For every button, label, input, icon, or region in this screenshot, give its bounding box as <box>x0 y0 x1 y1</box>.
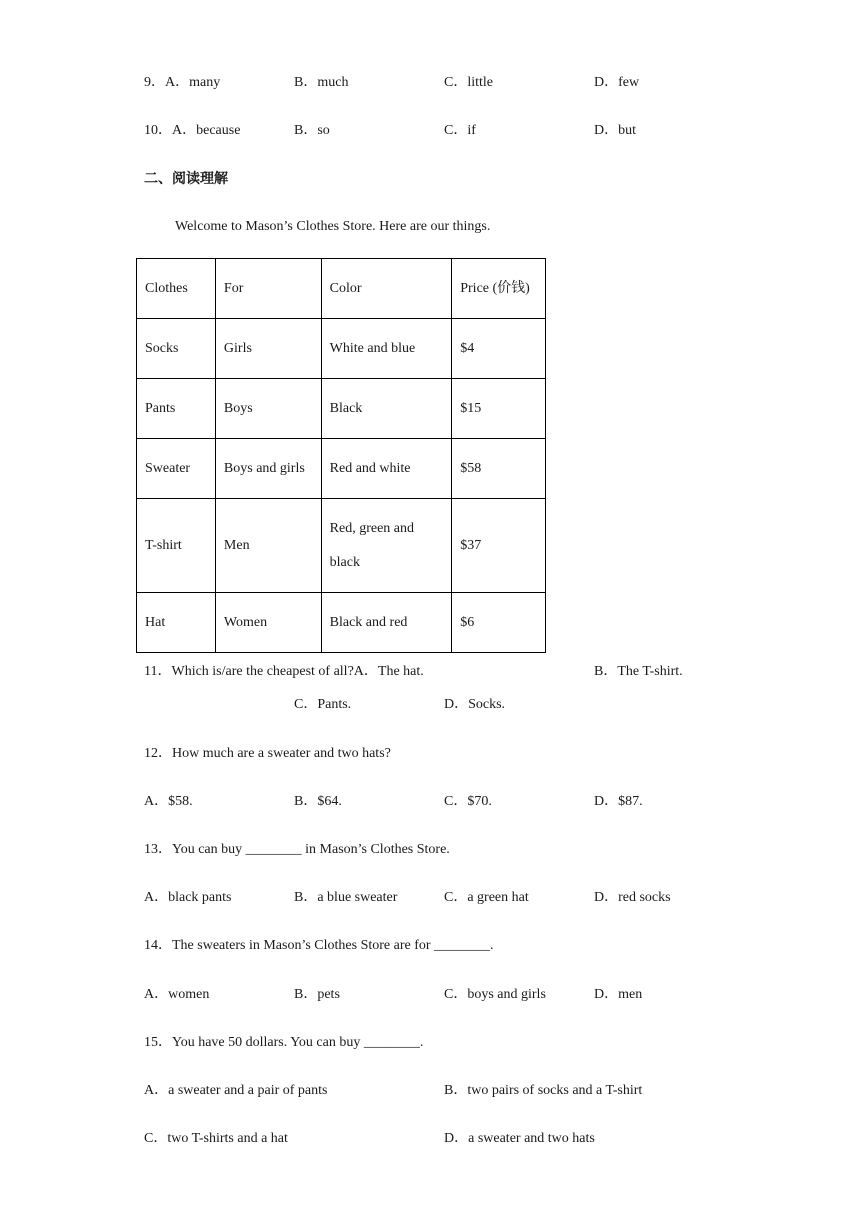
q9-option-b: B．much <box>294 75 349 90</box>
table-cell: $4 <box>452 319 546 379</box>
q12-option-a: A．$58. <box>144 794 193 809</box>
q11-option-b: B．The T-shirt. <box>594 664 683 679</box>
table-row <box>137 319 546 379</box>
table-cell: Women <box>215 593 321 653</box>
table-cell: Red and white <box>321 439 452 499</box>
table-cell: Black <box>321 379 452 439</box>
passage-intro: Welcome to Mason’s Clothes Store. Here are our things. <box>175 219 491 234</box>
q10-option-a: 10．A．because <box>144 123 241 138</box>
table-row <box>137 593 546 653</box>
table-cell: Boys and girls <box>215 439 321 499</box>
q14-option-c: C．boys and girls <box>444 987 546 1002</box>
q11-stem: 11．Which is/are the cheapest of all?A．The hat. <box>144 664 424 679</box>
table-cell: Sweater <box>137 439 216 499</box>
q15-option-d: D．a sweater and two hats <box>444 1131 595 1146</box>
q13-option-b: B．a blue sweater <box>294 890 398 905</box>
q12-stem: 12．How much are a sweater and two hats? <box>144 746 391 761</box>
table-cell: T-shirt <box>137 499 216 593</box>
table-cell: Boys <box>215 379 321 439</box>
q12-option-b: B．$64. <box>294 794 342 809</box>
table-header-cell: Color <box>321 259 452 319</box>
q13-stem: 13．You can buy ________ in Mason’s Clothes Store. <box>144 842 450 857</box>
q13-option-d: D．red socks <box>594 890 671 905</box>
q9-option-d: D．few <box>594 75 640 90</box>
q10-option-c: C．if <box>444 123 476 138</box>
q13-option-a: A．black pants <box>144 890 232 905</box>
q15-option-c: C．two T-shirts and a hat <box>144 1131 288 1146</box>
table-header-cell: Clothes <box>137 259 216 319</box>
q12-option-d: D．$87. <box>594 794 643 809</box>
table-cell: $6 <box>452 593 546 653</box>
q14-option-b: B．pets <box>294 987 340 1002</box>
table-cell: $58 <box>452 439 546 499</box>
q11-option-c: C．Pants. <box>294 697 352 712</box>
table-cell: Hat <box>137 593 216 653</box>
table-cell: Girls <box>215 319 321 379</box>
q14-option-a: A．women <box>144 987 210 1002</box>
table-cell: $37 <box>452 499 546 593</box>
table-row <box>137 379 546 439</box>
section-heading: 二、阅读理解 <box>144 171 228 187</box>
table-header-row <box>137 259 546 319</box>
q12-option-c: C．$70. <box>444 794 492 809</box>
table-row <box>137 499 546 593</box>
q15-option-b: B．two pairs of socks and a T-shirt <box>444 1083 643 1098</box>
q14-stem: 14．The sweaters in Mason’s Clothes Store are for ________. <box>144 938 494 953</box>
table-cell: Black and red <box>321 593 452 653</box>
table-cell: Pants <box>137 379 216 439</box>
q10-option-b: B．so <box>294 123 330 138</box>
q15-option-a: A．a sweater and a pair of pants <box>144 1083 328 1098</box>
table-header-cell: Price (价钱) <box>452 259 546 319</box>
table-row <box>137 439 546 499</box>
q11-option-d: D．Socks. <box>444 697 506 712</box>
table-cell: Socks <box>137 319 216 379</box>
q9-option-c: C．little <box>444 75 493 90</box>
table-cell: Men <box>215 499 321 593</box>
table-header-cell: For <box>215 259 321 319</box>
table-cell: $15 <box>452 379 546 439</box>
q14-option-d: D．men <box>594 987 643 1002</box>
q10-option-d: D．but <box>594 123 636 138</box>
q15-stem: 15．You have 50 dollars. You can buy ________. <box>144 1035 424 1050</box>
q9-option-a: 9．A．many <box>144 75 221 90</box>
price-table <box>136 258 546 653</box>
table-cell: Red, green and black <box>321 499 452 593</box>
q13-option-c: C．a green hat <box>444 890 529 905</box>
table-cell: White and blue <box>321 319 452 379</box>
